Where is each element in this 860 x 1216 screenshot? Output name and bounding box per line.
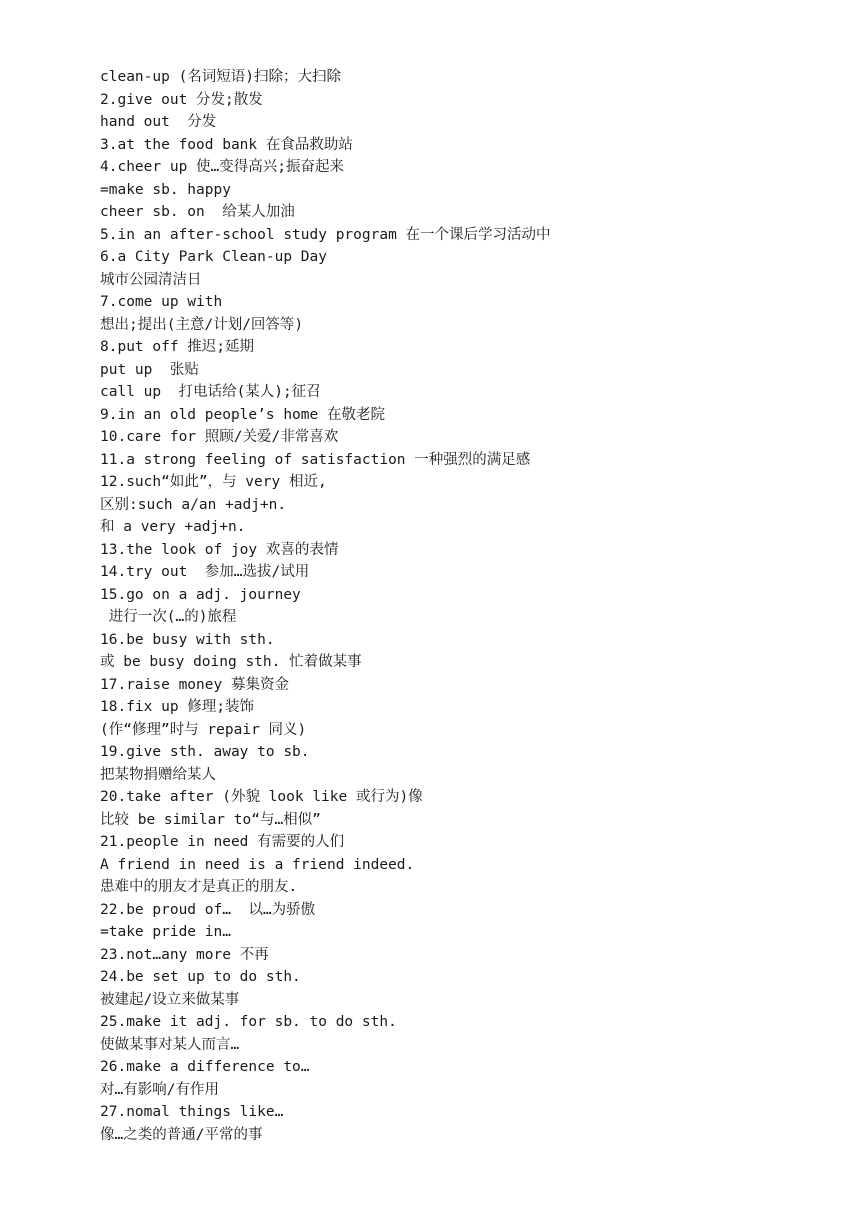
text-line: 21.people in need 有需要的人们	[100, 834, 345, 850]
text-line: 使做某事对某人而言…	[100, 1036, 240, 1053]
text-line: A friend in need is a friend indeed.	[100, 856, 415, 873]
text-line: 城市公园清洁日	[100, 271, 202, 288]
text-line: 27.nomal things like…	[100, 1104, 284, 1120]
text-line: call up 打电话给(某人);征召	[100, 384, 321, 400]
text-line: 4.cheer up 使…变得高兴;振奋起来	[100, 159, 344, 175]
text-line: 和 a very +adj+n.	[100, 519, 246, 535]
text-line: 24.be set up to do sth.	[100, 969, 301, 985]
text-line: 想出;提出(主意/计划/回答等)	[100, 316, 304, 333]
text-line: (作“修理”时与 repair 同义)	[100, 721, 307, 738]
text-line: 13.the look of joy 欢喜的表情	[100, 541, 339, 558]
text-line: 20.take after (外貌 look like 或行为)像	[100, 789, 423, 805]
text-line: 区别:such a/an +adj+n.	[100, 496, 287, 513]
text-line: 17.raise money 募集资金	[100, 676, 289, 693]
text-line: 12.such“如此”，与 very 相近,	[100, 474, 327, 490]
text-line: 22.be proud of… 以…为骄傲	[100, 901, 316, 918]
text-line: 对…有影响/有作用	[100, 1081, 219, 1098]
text-line: 进行一次(…的)旅程	[100, 609, 237, 625]
text-line: 被建起/设立来做某事	[100, 991, 240, 1008]
vocabulary-notes	[100, 66, 800, 1146]
text-line: 25.make it adj. for sb. to do sth.	[100, 1014, 397, 1030]
text-line: 7.come up with	[100, 294, 223, 310]
text-line: 2.give out 分发;散发	[100, 91, 263, 108]
text-line: 19.give sth. away to sb.	[100, 744, 310, 760]
text-line: clean-up (名词短语)扫除；大扫除	[100, 69, 342, 85]
text-line: 3.at the food bank 在食品救助站	[100, 136, 353, 153]
text-line: 5.in an after-school study program 在一个课后学习活动中	[100, 226, 551, 243]
text-line: =make sb. happy	[100, 181, 231, 198]
text-line: 患难中的朋友才是真正的朋友.	[100, 879, 298, 895]
text-line: 8.put off 推迟;延期	[100, 339, 255, 355]
text-line: 9.in an old people’s home 在敬老院	[100, 406, 385, 423]
text-line: 10.care for 照顾/关爱/非常喜欢	[100, 429, 339, 445]
text-line: 26.make a difference to…	[100, 1059, 310, 1075]
text-line: 15.go on a adj. journey	[100, 586, 301, 603]
text-line: 把某物捐赠给某人	[100, 766, 216, 783]
text-line: 6.a City Park Clean-up Day	[100, 249, 327, 265]
text-line: 18.fix up 修理;装饰	[100, 699, 255, 715]
text-line: 23.not…any more 不再	[100, 946, 269, 963]
text-line: hand out 分发	[100, 114, 217, 130]
text-line: 14.try out 参加…选拔/试用	[100, 564, 310, 580]
text-line: 16.be busy with sth.	[100, 631, 275, 648]
text-line: 像…之类的普通/平常的事	[100, 1126, 263, 1143]
text-line: 比较 be similar to“与…相似”	[100, 811, 321, 828]
text-line: 或 be busy doing sth. 忙着做某事	[100, 654, 362, 670]
text-line: put up 张贴	[100, 361, 199, 378]
text-line: cheer sb. on 给某人加油	[100, 204, 295, 220]
text-line: 11.a strong feeling of satisfaction 一种强烈的满足感	[100, 451, 531, 468]
text-line: =take pride in…	[100, 924, 231, 940]
